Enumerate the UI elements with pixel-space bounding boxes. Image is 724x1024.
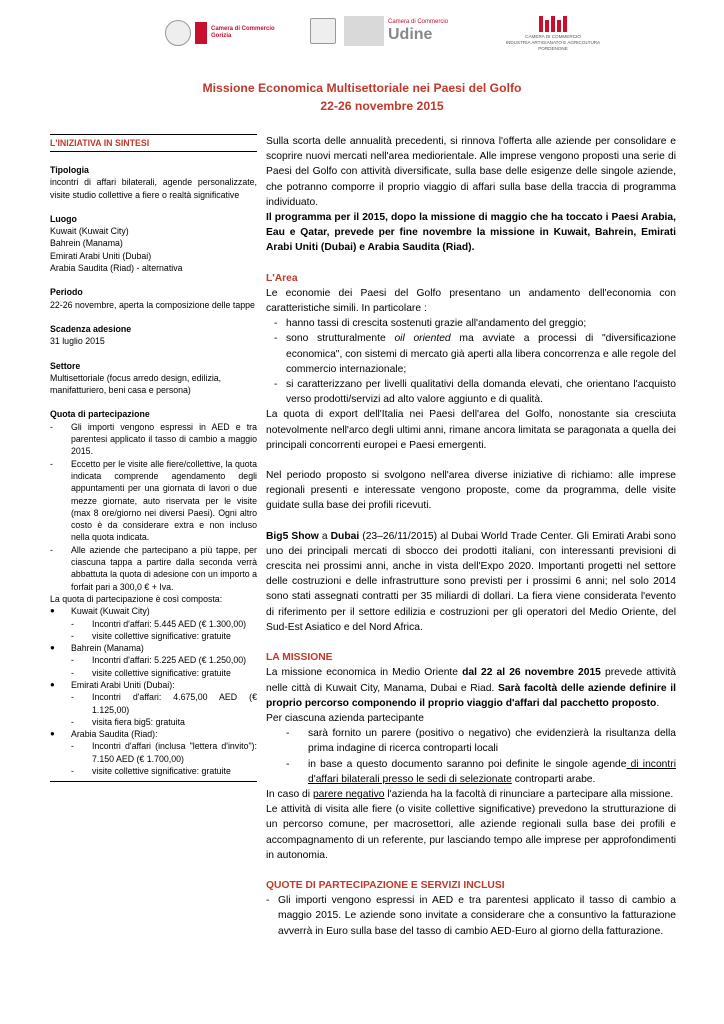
logo-camera-pordenone bbox=[478, 16, 628, 52]
sidebar-header: L'INIZIATIVA IN SINTESI bbox=[50, 135, 257, 152]
area-heading: L'Area bbox=[266, 272, 298, 284]
gorizia-mark-icon bbox=[195, 22, 207, 44]
luogo-label: Luogo bbox=[50, 213, 77, 224]
header-logos bbox=[0, 16, 724, 76]
pordenone-line1: CAMERA DI COMMERCIO bbox=[525, 34, 581, 39]
list-item: - si caratterizzano per livelli qualitativi della domanda elevati, che orientano l'acquisto verso prodotti/servizi ad alto valore aggiunto e di qualità. bbox=[274, 379, 676, 406]
list-item: - Gli importi vengono espressi in AED e tra parentesi applicato il tasso di cambio a maggio 2015. Le aziende sono invitate a considerare che a consuntivo la fatturazione avverrà in Euro sulla base del tasso di cambio AED-Euro al giorno della fatturazione. bbox=[266, 895, 676, 937]
gorizia-seal-icon bbox=[165, 20, 191, 46]
scadenza-label: Scadenza adesione bbox=[50, 323, 132, 334]
list-item: - in base a questo documento saranno poi definite le singole agende di incontri d'affari bilaterali presso le sedi di selezionate controparti arabe. bbox=[286, 758, 676, 785]
pordenone-mark-icon bbox=[539, 16, 567, 32]
country-item: ● Bahrein (Manama) bbox=[50, 643, 144, 654]
quota-composta: La quota di partecipazione è così composta: bbox=[50, 593, 223, 604]
luogo-item: Emirati Arabi Uniti (Dubai) bbox=[50, 250, 152, 261]
tipologia-text: incontri di affari bilaterali, agende personalizzate, visite studio collettive a fiere o realtà significative bbox=[50, 177, 257, 200]
country-sub-item: - visite collettive significative: gratuite bbox=[71, 766, 231, 777]
quota-note: - Alle aziende che partecipano a più tappe, per ciascuna tappa a partire dalla seconda verrà abbattuta la quota di adesione con un importo a forfait pari a 300,0 € + Iva. bbox=[50, 544, 257, 592]
country-sub-item: - Incontri d'affari: 5.225 AED (€ 1.250,00) bbox=[71, 655, 247, 666]
export-paragraph: La quota di export dell'Italia nei Paesi dell'area del Golfo, nonostante sia cresciuta notevolmente nell'arco degli ultimi anni, rimane ancora limitata se paragonata a quella dei principali concorrenti europei e Paesi emergenti. bbox=[266, 409, 676, 451]
section-periodo bbox=[50, 286, 257, 311]
section-quota bbox=[50, 408, 257, 781]
udine-building-icon bbox=[344, 16, 384, 46]
title-line1: Missione Economica Multisettoriale nei Paesi del Golfo bbox=[202, 81, 522, 95]
quota-label: Quota di partecipazione bbox=[50, 409, 150, 420]
country-sub-item: - visite collettive significative: gratuite bbox=[71, 667, 231, 678]
udine-crest-icon bbox=[310, 18, 336, 44]
document-title bbox=[0, 79, 724, 115]
quota-note: - Eccetto per le visite alle fiere/collettive, la quota indicata comprende agendamento degli appuntamenti per una giornata di lavori o due mezze giornate, auto riservata per le visite (max 8 ore/giorno nei diversi Paesi). Ogni altro costo è da considerare extra e non incluso nella quota indicata. bbox=[50, 458, 257, 543]
area-list bbox=[266, 316, 676, 407]
main-content bbox=[266, 134, 676, 939]
settore-label: Settore bbox=[50, 360, 81, 371]
luogo-item: Arabia Saudita (Riad) - alternativa bbox=[50, 263, 183, 274]
country-item: ● Emirati Arabi Uniti (Dubai): bbox=[50, 679, 175, 690]
udine-line1: Camera di Commercio bbox=[388, 18, 449, 25]
pordenone-line2: INDUSTRIA ARTIGIANATO E AGRICOLTURA bbox=[505, 40, 601, 45]
logo-camera-udine bbox=[310, 16, 448, 46]
periodo-label: Periodo bbox=[50, 287, 83, 298]
periodo-paragraph: Nel periodo proposto si svolgono nell'area diverse iniziative di richiamo: alle imprese regionali presenti e interessate vengono proposte, come da programma, delle visite guidate sulla base dei profili ricevuti. bbox=[266, 470, 676, 512]
country-sub-item: - visite collettive significative: gratuite bbox=[71, 630, 231, 641]
logo-camera-gorizia bbox=[165, 20, 275, 46]
country-item: ● Arabia Saudita (Riad): bbox=[50, 729, 158, 740]
big5-paragraph: Big5 Show a Dubai (23–26/11/2015) al Dubai World Trade Center. Gli Emirati Arabi sono uno dei principali mercati di sbocco dei prodotti italiani, con interessanti previsioni di crescita nei prossimi anni, anche in vista dell'Expo 2020. Importanti progetti nel settore delle costruzioni e delle infrastrutture sono previsti per i prossimi 6 anni; nel solo 2014 sono stati assegnati contratti per 35 miliardi di dollari. La fiera viene considerata l'evento di riferimento per il settore edilizia e costruzioni per gli operatori del Medio Oriente, del Sud-Est Asiatico e del Nord Africa. bbox=[266, 530, 676, 633]
missione-paragraph: La missione economica in Medio Oriente dal 22 al 26 novembre 2015 prevede attività nelle città di Kuwait City, Manama, Dubai e Riad. Sarà facoltà delle aziende definire il proprio percorso componendo il proprio viaggio d'affari dal pacchetto proposto. bbox=[266, 667, 677, 709]
quota-note: - Gli importi vengono espressi in AED e tra parentesi applicato il tasso di cambio a maggio 2015. bbox=[50, 421, 257, 457]
tipologia-label: Tipologia bbox=[50, 165, 89, 175]
attivita-paragraph: Le attività di visita alle fiere (o visite collettive significative) prevedono la strutturazione di un percorso comune, per macrosettori, alle aziende regionali sulla base dei profili e accompagnamento di un referente, pur lasciando tempo alle imprese per approfondimenti in autonomia. bbox=[266, 804, 676, 861]
section-settore bbox=[50, 360, 257, 397]
country-sub-item: - Incontri d'affari: 5.445 AED (€ 1.300,00) bbox=[71, 618, 247, 629]
quote-heading: QUOTE DI PARTECIPAZIONE E SERVIZI INCLUSI bbox=[266, 879, 505, 891]
area-paragraph: Le economie dei Paesi del Golfo presentano un andamento dell'economia con caratteristiche simili. In particolare : bbox=[266, 287, 676, 315]
section-scadenza bbox=[50, 323, 257, 348]
luogo-item: Bahrein (Manama) bbox=[50, 238, 123, 249]
settore-text: Multisettoriale (focus arredo design, edilizia, manifatturiero, beni casa e persona) bbox=[50, 372, 222, 396]
intro-bold-paragraph: Il programma per il 2015, dopo la missione di maggio che ha toccato i Paesi Arabia, Eau e Qatar, prevede per fine novembre la missione in Kuwait, Bahrein, Emirati Arabi Uniti (Dubai) e Arabia Saudita (Riad). bbox=[266, 212, 676, 254]
list-item: - sono strutturalmente oil oriented ma avviate a processi di "diversificazione economica", con sistemi di mercato già aperti alla libera concorrenza e alle regole del commercio internazionale; bbox=[274, 333, 677, 375]
section-tipologia bbox=[50, 164, 257, 201]
gorizia-line1: Camera di Commercio bbox=[211, 26, 275, 32]
scadenza-text: 31 luglio 2015 bbox=[50, 336, 105, 347]
section-luogo bbox=[50, 213, 257, 274]
gorizia-line2: Gorizia bbox=[211, 33, 232, 39]
country-item: ● Kuwait (Kuwait City) bbox=[50, 606, 150, 617]
bullet-icon: ● bbox=[50, 606, 55, 616]
country-sub-item: - Incontri d'affari: 4.675,00 AED (€ 1.125,00) bbox=[71, 692, 257, 715]
pordenone-line3: PORDENONE bbox=[538, 46, 568, 51]
list-item: - sarà fornito un parere (positivo o negativo) che evidenzierà la risultanza della prima indagine di ricerca controparti locali bbox=[286, 728, 676, 755]
title-line2: 22-26 novembre 2015 bbox=[320, 99, 444, 113]
caso-paragraph: In caso di parere negativo l'azienda ha la facoltà di rinunciare a partecipare alla missione. bbox=[266, 788, 674, 800]
periodo-text: 22-26 novembre, aperta la composizione delle tappe bbox=[50, 299, 255, 310]
luogo-item: Kuwait (Kuwait City) bbox=[50, 226, 129, 237]
bullet-icon: ● bbox=[50, 643, 55, 653]
bullet-icon: ● bbox=[50, 729, 55, 739]
summary-sidebar bbox=[50, 134, 257, 782]
missione-heading: LA MISSIONE bbox=[266, 652, 333, 664]
list-item: - hanno tassi di crescita sostenuti grazie all'andamento del greggio; bbox=[274, 318, 587, 330]
udine-line2: Udine bbox=[388, 25, 433, 43]
country-sub-item: - visita fiera big5: gratuita bbox=[71, 716, 185, 727]
per-ciascuna-text: Per ciascuna azienda partecipante bbox=[266, 712, 424, 724]
country-sub-item: - Incontri d'affari (inclusa "lettera d'invito"): 7.150 AED (€ 1.700,00) bbox=[71, 741, 257, 764]
bullet-icon: ● bbox=[50, 679, 55, 689]
intro-paragraph: Sulla scorta delle annualità precedenti, si rinnova l'offerta alle aziende per consolidare e scoprire nuovi mercati nell'area mediorientale. Alle imprese vengono proposti una serie di Paesi del Golfo con attività diversificate, sulla base delle esigenze delle singole aziende, che potranno comporre il proprio viaggio di affari sulla base della traccia di programma individuato. bbox=[266, 136, 676, 208]
